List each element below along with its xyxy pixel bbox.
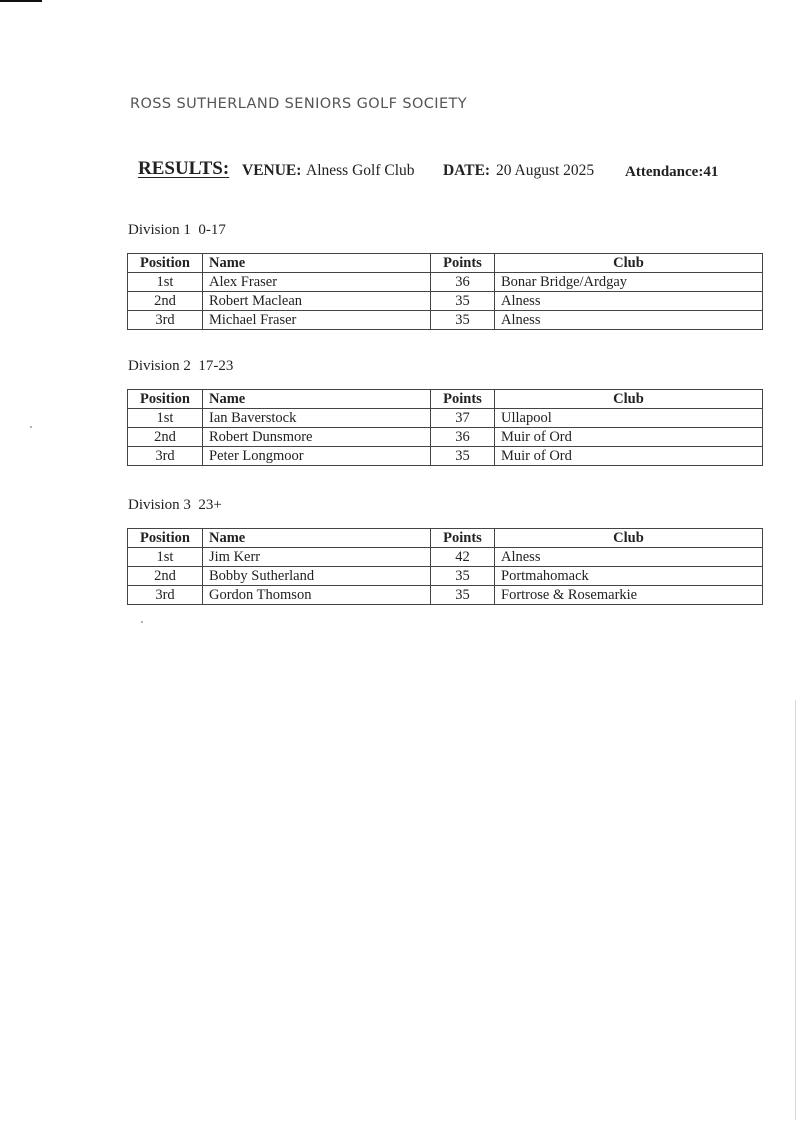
table-row [128,311,763,330]
division-results-table [127,389,763,466]
scan-edge-mark [0,0,42,2]
column-header-name: Name [203,390,431,409]
cell-name: Robert Dunsmore [203,428,431,447]
cell-club: Ullapool [495,409,763,428]
cell-club: Bonar Bridge/Ardgay [495,273,763,292]
cell-name: Gordon Thomson [203,586,431,605]
table-header-row [128,390,763,409]
cell-club: Muir of Ord [495,428,763,447]
table-row [128,447,763,466]
cell-position: 2nd [128,428,203,447]
column-header-points: Points [431,390,495,409]
attendance: Attendance:41 [625,164,719,180]
scan-edge-line [795,700,796,1120]
column-header-club: Club [495,390,763,409]
division-results-table [127,253,763,330]
date-label: DATE: [443,162,491,179]
column-header-position: Position [128,390,203,409]
cell-points: 35 [431,447,495,466]
cell-club: Alness [495,311,763,330]
table-row [128,292,763,311]
table-header-row [128,529,763,548]
society-title: ROSS SUTHERLAND SENIORS GOLF SOCIETY [130,96,468,112]
division-heading: Division 3 23+ [128,497,222,513]
division-results-table [127,528,763,605]
cell-position: 1st [128,273,203,292]
column-header-points: Points [431,529,495,548]
table-header-row [128,254,763,273]
cell-position: 3rd [128,311,203,330]
cell-points: 35 [431,586,495,605]
column-header-club: Club [495,254,763,273]
cell-club: Portmahomack [495,567,763,586]
cell-name: Jim Kerr [203,548,431,567]
cell-points: 42 [431,548,495,567]
table-row [128,428,763,447]
cell-points: 35 [431,311,495,330]
scan-speck [30,426,32,428]
table-row [128,586,763,605]
cell-position: 2nd [128,292,203,311]
cell-name: Bobby Sutherland [203,567,431,586]
column-header-position: Position [128,529,203,548]
column-header-position: Position [128,254,203,273]
table-row [128,567,763,586]
cell-points: 37 [431,409,495,428]
cell-club: Fortrose & Rosemarkie [495,586,763,605]
column-header-name: Name [203,254,431,273]
table-row [128,409,763,428]
cell-position: 3rd [128,447,203,466]
venue-label: VENUE: [242,162,302,179]
cell-club: Alness [495,548,763,567]
cell-points: 36 [431,428,495,447]
division-heading: Division 2 17-23 [128,358,234,374]
cell-club: Alness [495,292,763,311]
cell-points: 35 [431,292,495,311]
column-header-name: Name [203,529,431,548]
division-heading: Division 1 0-17 [128,222,226,238]
cell-name: Michael Fraser [203,311,431,330]
cell-name: Peter Longmoor [203,447,431,466]
cell-name: Ian Baverstock [203,409,431,428]
cell-name: Robert Maclean [203,292,431,311]
cell-club: Muir of Ord [495,447,763,466]
cell-position: 1st [128,409,203,428]
date-value: 20 August 2025 [496,162,595,179]
cell-position: 1st [128,548,203,567]
scan-speck [141,621,143,623]
column-header-points: Points [431,254,495,273]
cell-points: 35 [431,567,495,586]
results-header [138,158,738,188]
table-row [128,273,763,292]
table-row [128,548,763,567]
cell-name: Alex Fraser [203,273,431,292]
cell-points: 36 [431,273,495,292]
venue-value: Alness Golf Club [306,162,415,179]
results-label: RESULTS: [138,158,230,179]
cell-position: 3rd [128,586,203,605]
cell-position: 2nd [128,567,203,586]
column-header-club: Club [495,529,763,548]
